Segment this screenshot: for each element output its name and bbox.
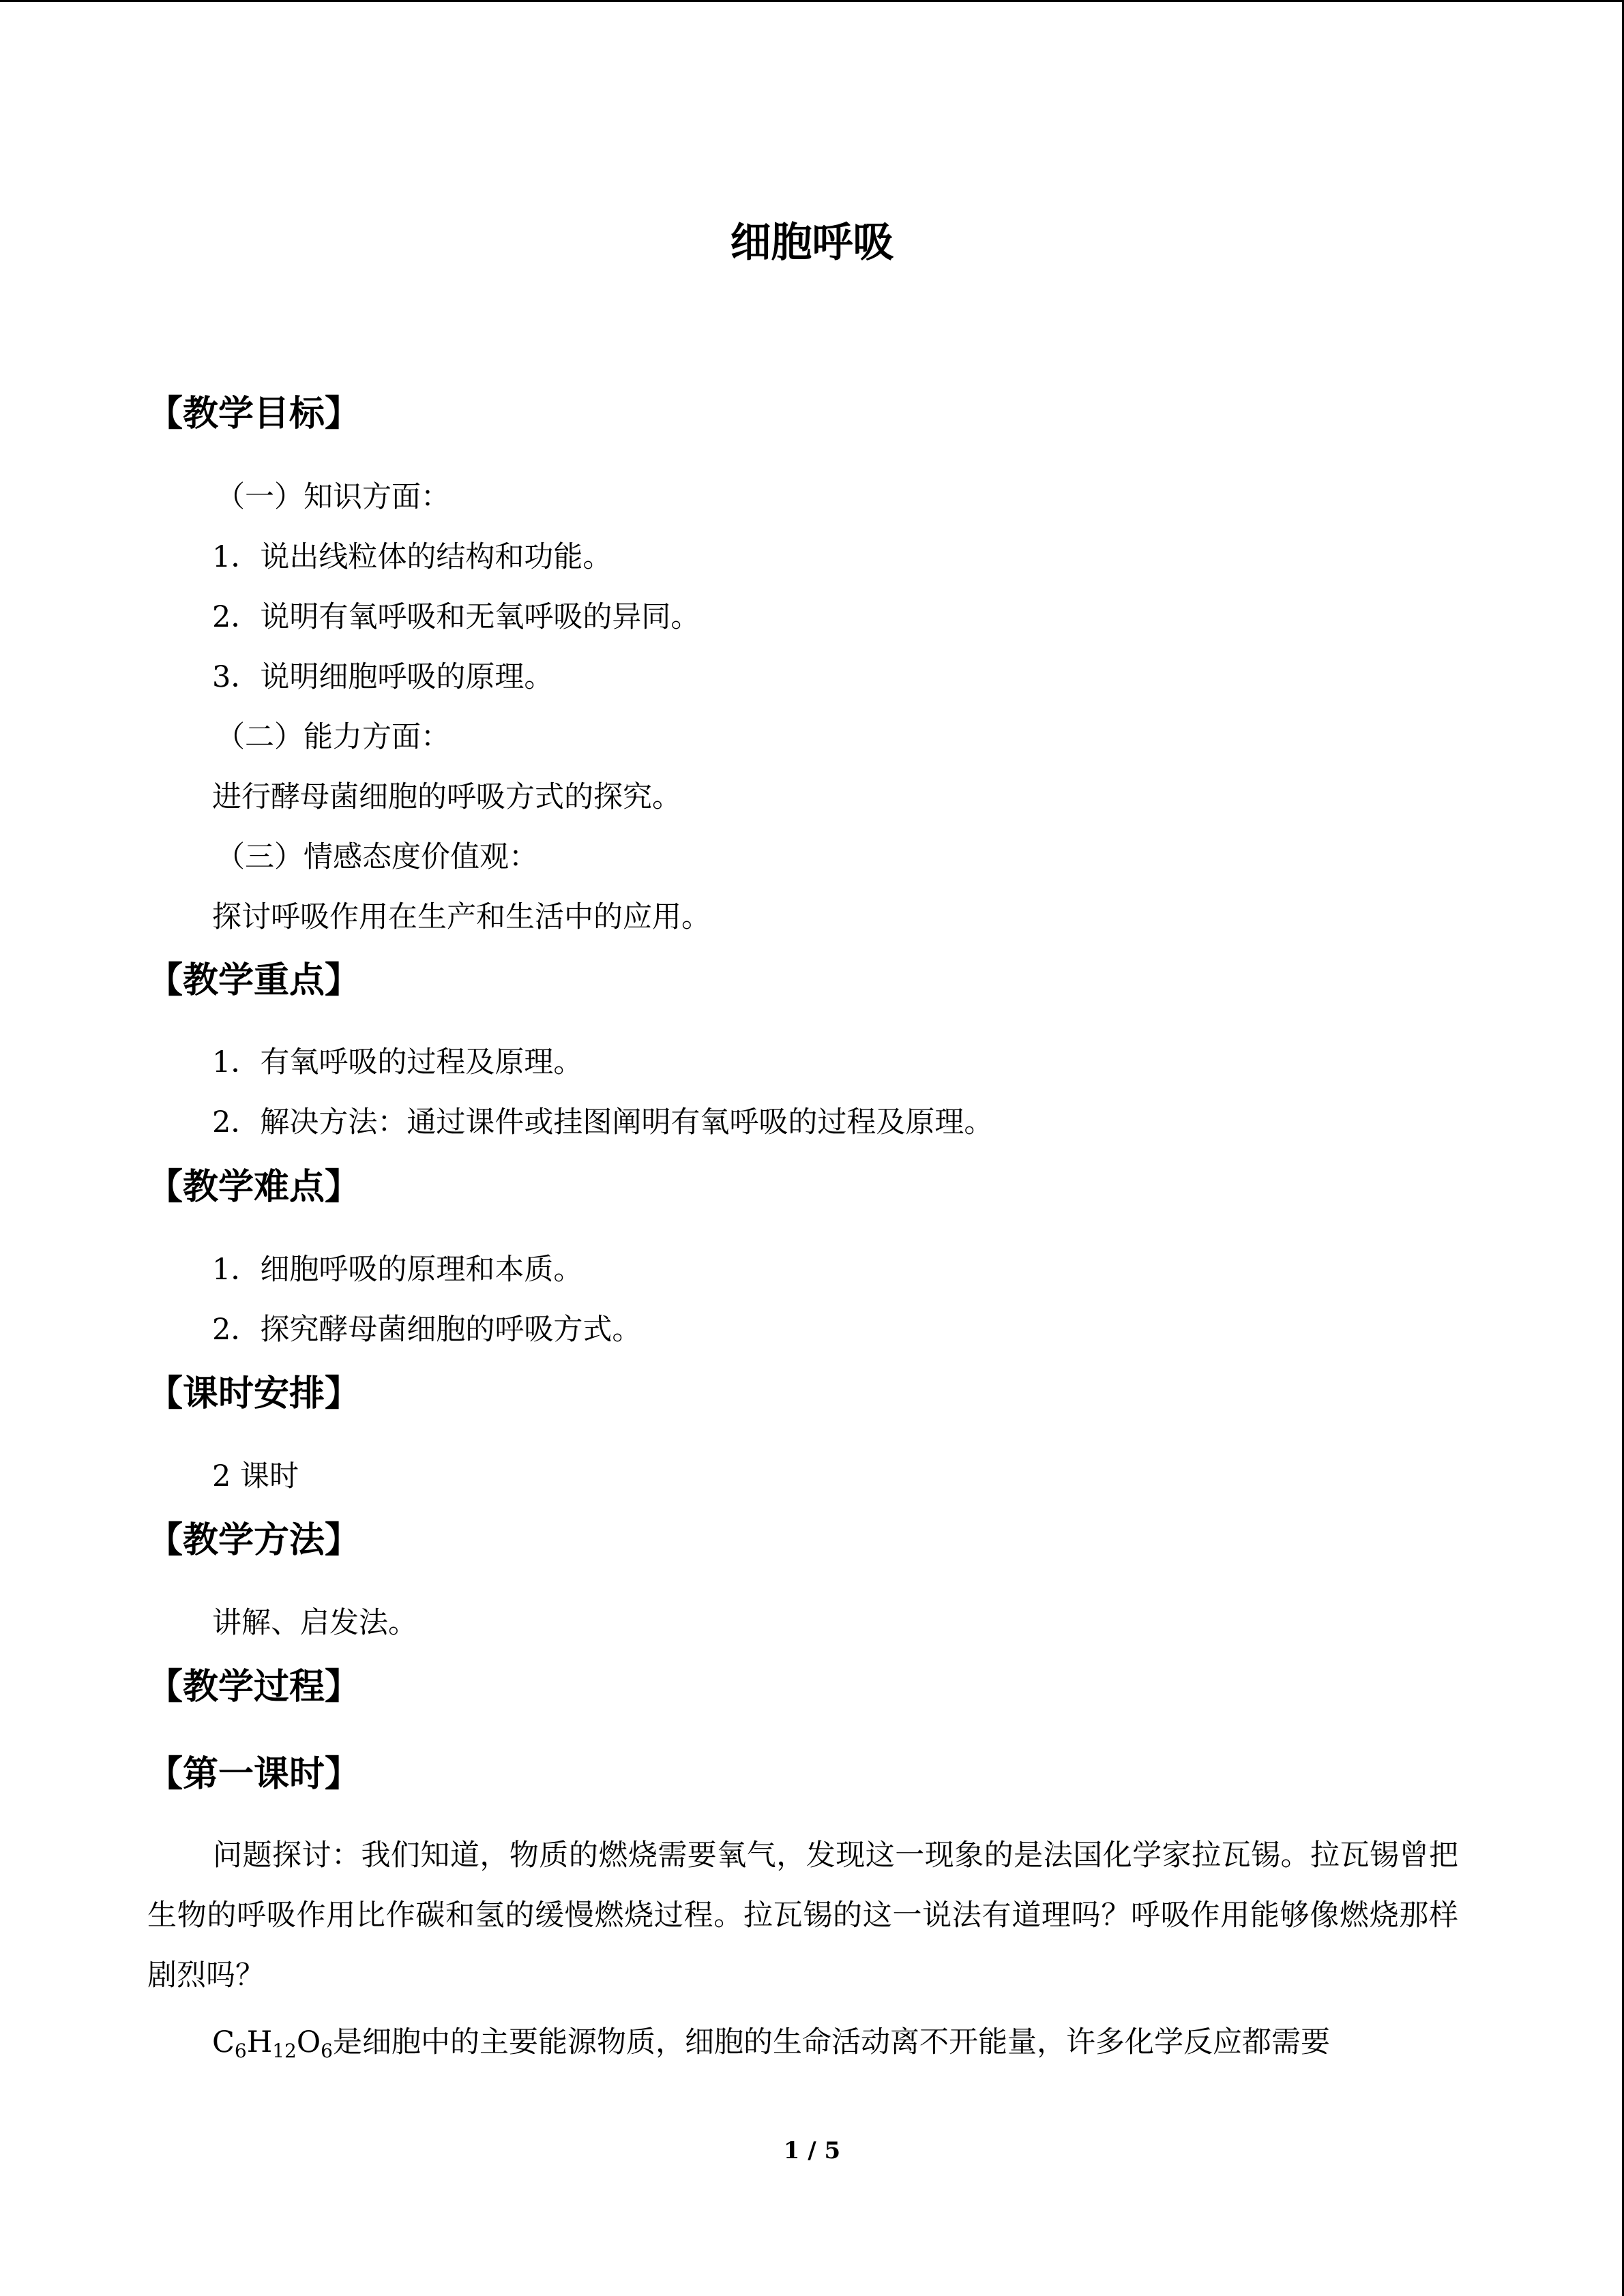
key-point-line: 1．有氧呼吸的过程及原理。 (212, 1045, 583, 1079)
difficulty-line: 1．细胞呼吸的原理和本质。 (212, 1253, 583, 1287)
objective-line: 探讨呼吸作用在生产和生活中的应用。 (212, 900, 711, 934)
formula-line (212, 2022, 1330, 2063)
section-heading-process: 【教学过程】 (147, 1666, 361, 1708)
section-heading-key-points: 【教学重点】 (147, 959, 361, 1001)
objective-line: （三）情感态度价值观： (216, 840, 538, 874)
section-heading-methods: 【教学方法】 (147, 1519, 361, 1561)
objective-line: 3．说明细胞呼吸的原理。 (212, 660, 554, 694)
objective-line: （二）能力方面： (216, 720, 450, 754)
difficulty-line: 2．探究酵母菌细胞的呼吸方式。 (212, 1313, 642, 1347)
objective-line: 进行酵母菌细胞的呼吸方式的探究。 (212, 780, 681, 814)
page-title: 细胞呼吸 (730, 219, 894, 267)
objective-line: 2．说明有氧呼吸和无氧呼吸的异同。 (212, 600, 700, 634)
page-number: 1 / 5 (783, 2137, 841, 2164)
objective-line: （一）知识方面： (216, 480, 450, 514)
formula-tail-text: 是细胞中的主要能源物质，细胞的生命活动离不开能量，许多化学反应都需要 (332, 2025, 1330, 2059)
methods-line: 讲解、启发法。 (212, 1606, 417, 1640)
section-heading-schedule: 【课时安排】 (147, 1373, 361, 1414)
section-heading-objectives: 【教学目标】 (147, 393, 361, 434)
section-heading-difficulties: 【教学难点】 (147, 1166, 361, 1208)
objective-line: 1．说出线粒体的结构和功能。 (212, 540, 612, 574)
key-point-line: 2．解决方法：通过课件或挂图阐明有氧呼吸的过程及原理。 (212, 1105, 994, 1139)
glucose-formula: $C_6H_{12}O_6$ (212, 2025, 333, 2062)
section-heading-lesson1: 【第一课时】 (147, 1753, 361, 1795)
lesson1-paragraph: 问题探讨：我们知道，物质的燃烧需要氧气，发现这一现象的是法国化学家拉瓦锡。拉瓦锡曾把生物的呼吸作用比作碳和氢的缓慢燃烧过程。拉瓦锡的这一说法有道理吗？呼吸作用能够像燃烧那样剧烈吗？ (147, 1838, 1458, 1993)
schedule-line: 2 课时 (212, 1459, 299, 1493)
